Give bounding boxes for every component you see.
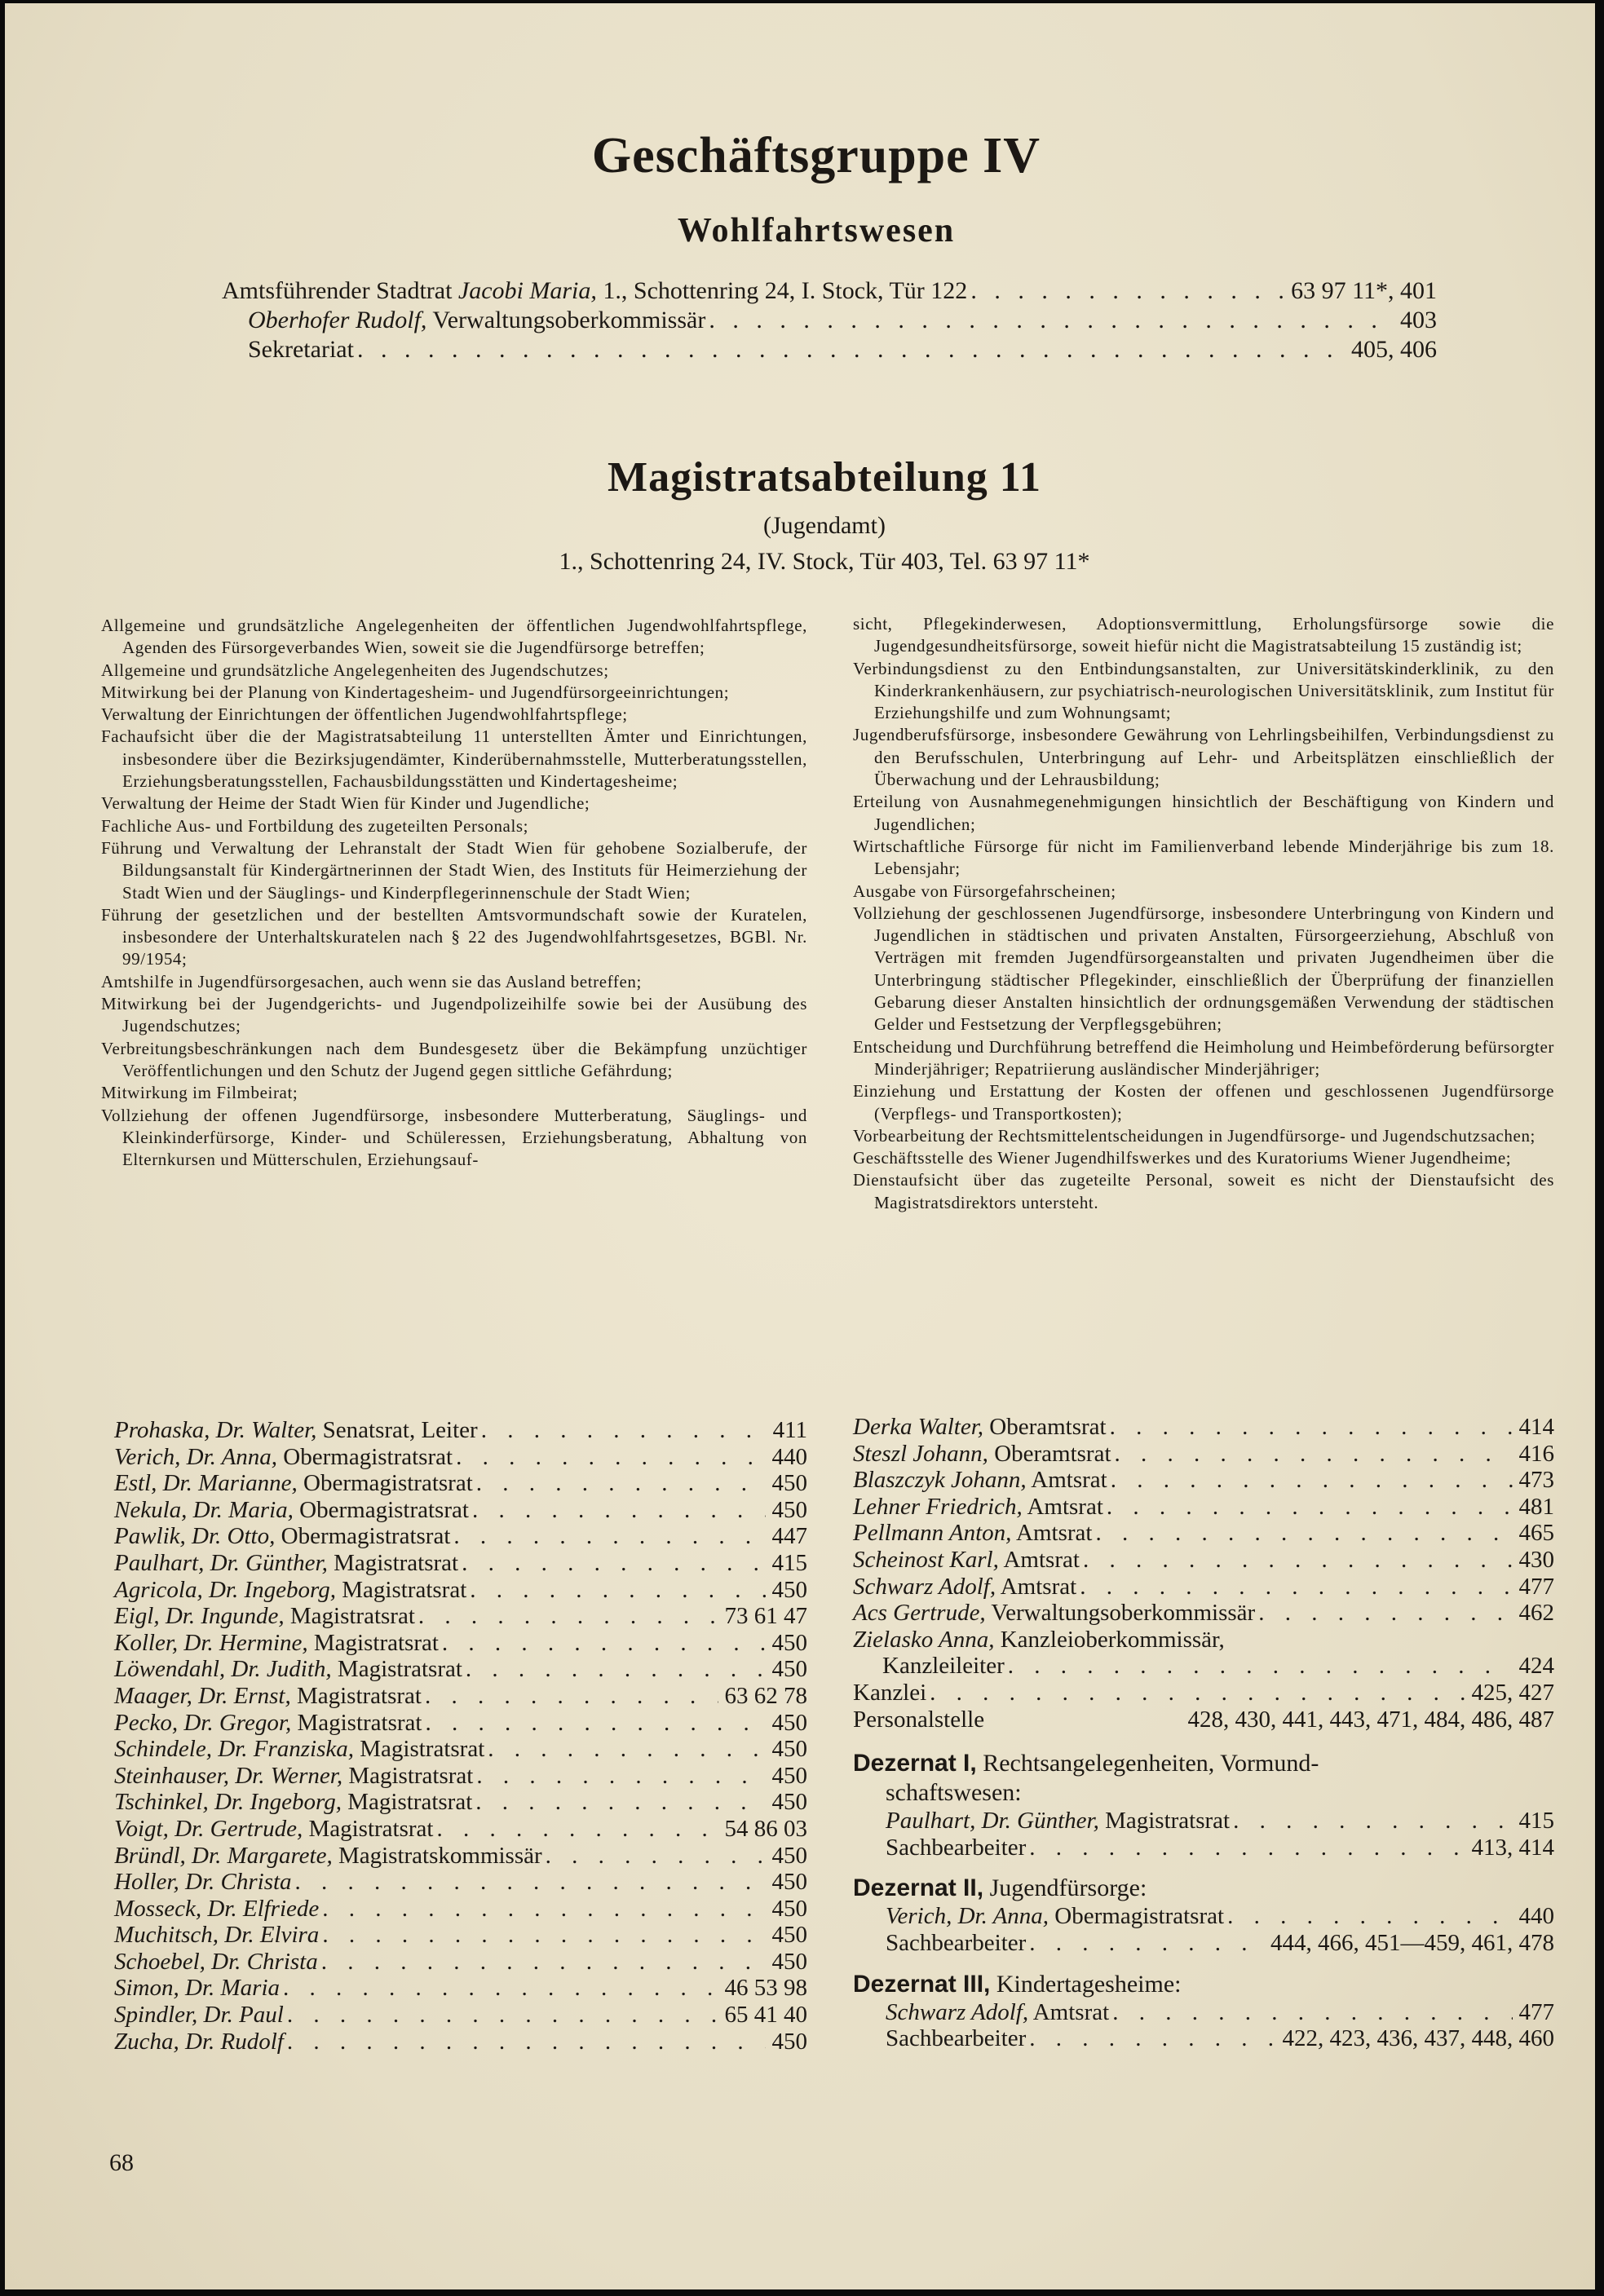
staff-title: Magistratsrat bbox=[354, 1736, 485, 1763]
document-page bbox=[5, 3, 1595, 2289]
dezernat-block bbox=[853, 1874, 1554, 1956]
dezernat-number: Dezernat III, bbox=[853, 1970, 991, 1998]
staff-row bbox=[853, 1467, 1554, 1494]
dot-leader bbox=[970, 277, 1286, 305]
staff-label bbox=[853, 1441, 1115, 1468]
staff-row bbox=[114, 1444, 807, 1471]
dot-leader bbox=[472, 1497, 766, 1524]
staff-name: Derka Walter, bbox=[853, 1414, 984, 1440]
dot-leader bbox=[475, 1789, 765, 1816]
staff-label bbox=[114, 1896, 322, 1923]
duty-item: Fachaufsicht über die der Magistratsabteilung 11 unterstellten Ämter und Einrichtungen, insbesondere über die Bezirksjugendämter, Kinderübernahmsstelle, Mutterberatungsstellen, Erziehungsberatungsstellen, Fachausbildungsstätten und Kindertagesheime; bbox=[101, 726, 807, 792]
staff-title: Magistratsrat bbox=[336, 1576, 467, 1603]
staff-right-list bbox=[853, 1414, 1554, 1627]
staff-title: Obermagistratsrat bbox=[275, 1523, 451, 1550]
staff-label bbox=[853, 1414, 1110, 1441]
staff-row bbox=[114, 1922, 807, 1949]
dot-leader bbox=[453, 1523, 765, 1550]
duty-item: Allgemeine und grundsätzliche Angelegenheiten der öffentlichen Jugendwohlfahrtspflege, Agenden des Fürsorgeverbandes Wien, soweit sie die Jugendfürsorge betreffen; bbox=[101, 616, 807, 658]
dot-leader bbox=[546, 1843, 766, 1870]
staff-title: Magistratsrat bbox=[331, 1656, 462, 1683]
staff-phone: 73 61 47 bbox=[724, 1603, 807, 1630]
staff-name: Spindler, Dr. Paul bbox=[114, 2002, 284, 2029]
staff-phone: 424 bbox=[1518, 1653, 1554, 1680]
duty-item: Mitwirkung im Filmbeirat; bbox=[101, 1083, 298, 1103]
stadtrat-phone: 63 97 11*, 401 bbox=[1291, 277, 1437, 304]
staff-left-list bbox=[114, 1417, 807, 2055]
dot-leader bbox=[418, 1603, 718, 1630]
staff-title: Amtsrat bbox=[1011, 1520, 1093, 1547]
staff-row bbox=[114, 1789, 807, 1816]
staff-label bbox=[114, 1497, 472, 1524]
stadtrat-row bbox=[222, 277, 1437, 307]
staff-row bbox=[114, 1736, 807, 1763]
duty-item: sicht, Pflegekinderwesen, Adoptionsvermittlung, Erholungsfürsorge sowie die Jugendgesundheitsfürsorge, soweit hiefür nicht die Magistratsabteilung 15 zuständig ist; bbox=[853, 614, 1554, 656]
staff-row bbox=[114, 1523, 807, 1550]
staff-phone: 450 bbox=[771, 1842, 807, 1869]
duty-item: Mitwirkung bei der Planung von Kindertagesheim- und Jugendfürsorgeeinrichtungen; bbox=[101, 682, 730, 702]
staff-phone: 450 bbox=[771, 1869, 807, 1896]
dezernat-topic: Rechtsangelegenheiten, Vormund- bbox=[976, 1750, 1319, 1777]
department-address: 1., Schottenring 24, IV. Stock, Tür 403, Tel. 63 97 11* bbox=[559, 548, 1090, 575]
dezernat-block bbox=[853, 1970, 1554, 2052]
staff-label bbox=[114, 1789, 475, 1816]
oberhofer-title: Verwaltungsoberkommissär bbox=[426, 307, 706, 333]
staff-label bbox=[114, 1843, 546, 1870]
staff-phone: 481 bbox=[1518, 1493, 1554, 1520]
oberhofer-row bbox=[248, 307, 1437, 336]
staff-phone: 462 bbox=[1518, 1600, 1554, 1627]
staff-label bbox=[853, 1574, 1080, 1601]
staff-label bbox=[114, 2002, 287, 2029]
staff-name: Pecko, Dr. Gregor, bbox=[114, 1709, 292, 1736]
staff-row bbox=[114, 1763, 807, 1790]
dot-leader bbox=[287, 2029, 766, 2055]
dot-leader bbox=[1258, 1600, 1512, 1627]
dot-leader bbox=[1080, 1574, 1512, 1601]
dot-leader bbox=[1029, 1835, 1465, 1861]
sachbearbeiter-label: Sachbearbeiter bbox=[886, 1929, 1027, 1956]
staff-row bbox=[114, 2029, 807, 2055]
staff-row bbox=[853, 1441, 1554, 1468]
staff-label bbox=[853, 1494, 1107, 1521]
stadtrat-name: Jacobi Maria, bbox=[457, 277, 597, 304]
staff-phone: 450 bbox=[771, 1629, 807, 1656]
duty-item: Ausgabe von Fürsorgefahrscheinen; bbox=[853, 881, 1116, 901]
staff-name: Verich, Dr. Anna, bbox=[114, 1443, 278, 1470]
dezernat-person-title: Magistratsrat bbox=[1098, 1808, 1231, 1835]
dezernat-heading bbox=[853, 1749, 1554, 1778]
staff-name: Prohaska, Dr. Walter, bbox=[114, 1417, 317, 1443]
staff-title: Magistratsrat bbox=[307, 1629, 439, 1656]
stadtrat-label-pre: Amtsführender Stadtrat bbox=[222, 277, 458, 304]
staff-row bbox=[114, 1843, 807, 1870]
staff-phone: 430 bbox=[1518, 1546, 1554, 1573]
staff-row bbox=[114, 1470, 807, 1497]
duty-item: Allgemeine und grundsätzliche Angelegenheiten des Jugendschutzes; bbox=[101, 660, 609, 680]
staff-label bbox=[114, 1816, 436, 1843]
dezernat-topic: Kindertagesheime: bbox=[990, 1970, 1182, 1998]
staff-title: Kanzleileiter bbox=[882, 1653, 1005, 1680]
staff-row bbox=[853, 1627, 1554, 1654]
staff-name: Lehner Friedrich, bbox=[853, 1493, 1023, 1520]
duty-item: Wirtschaftliche Fürsorge für nicht im Familienverband lebende Minderjährige bis zum 18. Lebensjahr; bbox=[853, 836, 1554, 879]
staff-name: Tschinkel, Dr. Ingeborg, bbox=[114, 1789, 342, 1816]
duty-item: Entscheidung und Durchführung betreffend die Heimholung und Heimbeförderung befürsorgter Minderjähriger; Repatriierung ausländischer Minderjähriger; bbox=[853, 1036, 1554, 1079]
staff-row bbox=[114, 2002, 807, 2029]
duty-item: Führung und Verwaltung der Lehranstalt der Stadt Wien für gehobene Sozialberufe, der Bildungsanstalt für Kindergärtnerinnen der Stadt Wien, des Instituts für Heimerziehung der Stadt Wien und der Säuglings- und Kinderpflegerinnenschule der Stadt Wien; bbox=[101, 837, 807, 903]
kanzlei-phone: 425, 427 bbox=[1471, 1679, 1554, 1706]
staff-phone: 450 bbox=[771, 1948, 807, 1975]
dot-leader bbox=[488, 1736, 765, 1763]
staff-phone: 63 62 78 bbox=[724, 1682, 807, 1709]
staff-title: Magistratsrat bbox=[291, 1709, 422, 1736]
duty-item: Jugendberufsfürsorge, insbesondere Gewährung von Lehrlingsbeihilfen, Verbindungsdienst zu den Berufsschulen, Unterbringung auf Lehr- und Arbeitsplätzen einschließlich der Überwachung und der Lehrausbildung; bbox=[853, 725, 1554, 790]
staff-title: Magistratsrat bbox=[341, 1789, 473, 1816]
dezernat-heading bbox=[853, 1874, 1554, 1903]
duty-item: Erteilung von Ausnahmegenehmigungen hinsichtlich der Beschäftigung von Kindern und Jugendlichen; bbox=[853, 792, 1554, 834]
staff-name: Maager, Dr. Ernst, bbox=[114, 1682, 291, 1709]
staff-phone: 450 bbox=[771, 1922, 807, 1949]
dot-leader bbox=[1095, 1520, 1512, 1547]
staff-label bbox=[853, 1600, 1258, 1627]
staff-title: Amtsrat bbox=[1026, 1467, 1107, 1494]
dezernat-person-title: Obermagistratsrat bbox=[1049, 1903, 1225, 1930]
duties-right-column bbox=[853, 613, 1554, 1214]
dezernat-number: Dezernat II, bbox=[853, 1874, 984, 1902]
dot-leader bbox=[1029, 1930, 1264, 1957]
dot-leader bbox=[709, 307, 1395, 334]
dezernat-person-phone: 477 bbox=[1518, 1998, 1554, 2025]
dot-leader bbox=[1029, 2025, 1275, 2052]
dot-leader bbox=[1110, 1414, 1513, 1441]
staff-row bbox=[114, 1577, 807, 1604]
staff-title: Magistratskommissär bbox=[332, 1842, 542, 1869]
staff-phone: 477 bbox=[1518, 1573, 1554, 1600]
dot-leader bbox=[466, 1656, 766, 1683]
staff-label bbox=[114, 2029, 287, 2055]
dot-leader bbox=[470, 1577, 765, 1604]
staff-name: Schwarz Adolf, bbox=[853, 1573, 996, 1600]
dezernat-number: Dezernat I, bbox=[853, 1750, 977, 1777]
sachbearbeiter-phones: 444, 466, 451—459, 461, 478 bbox=[1270, 1929, 1554, 1956]
dezernat-person-row bbox=[853, 1903, 1554, 1930]
sachbearbeiter-phones: 422, 423, 436, 437, 448, 460 bbox=[1282, 2025, 1554, 2052]
staff-phone: 450 bbox=[771, 1496, 807, 1523]
staff-phone: 450 bbox=[771, 1709, 807, 1736]
staff-phone: 450 bbox=[771, 1736, 807, 1763]
dot-leader bbox=[456, 1444, 765, 1471]
staff-label bbox=[114, 1523, 453, 1550]
duty-item: Vollziehung der offenen Jugendfürsorge, insbesondere Mutterberatung, Säuglings- und Kleinkinderfürsorge, Kinder- und Schüleressen, Erziehungsberatung, Abhaltung von Elternkursen und Mütterschulen, Erziehungsauf- bbox=[101, 1105, 807, 1170]
oberhofer-name: Oberhofer Rudolf, bbox=[248, 307, 427, 333]
staff-label bbox=[853, 1547, 1083, 1574]
group-title: Geschäftsgruppe IV bbox=[591, 128, 1041, 183]
duty-item: Verwaltung der Heime der Stadt Wien für Kinder und Jugendliche; bbox=[101, 793, 590, 814]
staff-title: Amtsrat bbox=[996, 1573, 1077, 1600]
staff-row bbox=[114, 1816, 807, 1843]
dot-leader bbox=[476, 1470, 766, 1497]
sekretariat-phone: 405, 406 bbox=[1351, 336, 1437, 363]
staff-name: Holler, Dr. Christa bbox=[114, 1869, 292, 1896]
dezernat-block bbox=[853, 1749, 1554, 1861]
duty-item: Amtshilfe in Jugendfürsorgesachen, auch wenn sie das Ausland betreffen; bbox=[101, 971, 642, 991]
dot-leader bbox=[1111, 1467, 1513, 1494]
staff-label bbox=[114, 1630, 442, 1657]
dezernat-heading bbox=[853, 1970, 1554, 1999]
staff-label bbox=[114, 1417, 481, 1444]
staff-row bbox=[853, 1520, 1554, 1547]
dezernat-person-title: Amtsrat bbox=[1028, 1998, 1110, 2025]
staff-label bbox=[114, 1736, 488, 1763]
staff-row bbox=[114, 1949, 807, 1976]
staff-name: Mosseck, Dr. Elfriede bbox=[114, 1895, 320, 1922]
staff-label bbox=[114, 1763, 476, 1790]
duties-left-column bbox=[101, 615, 807, 1171]
staff-label bbox=[114, 1444, 456, 1471]
dezernat-person bbox=[886, 1903, 1227, 1930]
staff-label bbox=[114, 1577, 470, 1604]
staff-label bbox=[114, 1949, 321, 1976]
staff-name: Zucha, Dr. Rudolf bbox=[114, 2028, 284, 2055]
staff-name: Steinhauser, Dr. Werner, bbox=[114, 1762, 343, 1789]
dot-leader bbox=[287, 2002, 718, 2029]
staff-label bbox=[114, 1975, 283, 2002]
staff-row bbox=[853, 1414, 1554, 1441]
staff-title: Oberamtsrat bbox=[983, 1414, 1107, 1440]
dot-leader bbox=[322, 1896, 765, 1923]
staff-phone: 447 bbox=[771, 1523, 807, 1550]
staff-title: Obermagistratsrat bbox=[293, 1496, 469, 1523]
staff-label bbox=[853, 1520, 1095, 1547]
staff-title: Obermagistratsrat bbox=[277, 1443, 453, 1470]
duty-item: Mitwirkung bei der Jugendgerichts- und Jugendpolizeihilfe sowie bei der Ausübung des Jugendschutzes; bbox=[101, 994, 807, 1036]
dot-leader bbox=[1112, 1999, 1512, 2026]
staff-name: Bründl, Dr. Margarete, bbox=[114, 1842, 333, 1869]
staff-phone: 65 41 40 bbox=[724, 2002, 807, 2029]
staff-row bbox=[114, 1630, 807, 1657]
staff-row bbox=[114, 1417, 807, 1444]
staff-phone: 450 bbox=[771, 1895, 807, 1922]
duty-item: Verbreitungsbeschränkungen nach dem Bundesgesetz über die Bekämpfung unzüchtiger Veröffentlichungen und den Schutz der Jugend gegen sittliche Gefährdung; bbox=[101, 1038, 807, 1080]
staff-label bbox=[114, 1922, 322, 1949]
staff-name: Pawlik, Dr. Otto, bbox=[114, 1523, 276, 1550]
staff-row bbox=[853, 1574, 1554, 1601]
staff-name: Löwendahl, Dr. Judith, bbox=[114, 1656, 332, 1683]
dezernat-person-name: Schwarz Adolf, bbox=[886, 1998, 1029, 2025]
dot-leader bbox=[295, 1869, 766, 1896]
personalstelle-phones: 428, 430, 441, 443, 471, 484, 486, 487 bbox=[1187, 1706, 1554, 1733]
staff-phone: 450 bbox=[771, 1789, 807, 1816]
staff-phone: 416 bbox=[1518, 1440, 1554, 1467]
page-number: 68 bbox=[109, 2149, 134, 2176]
dezernat-person-row bbox=[853, 1808, 1554, 1835]
staff-phone: 473 bbox=[1518, 1467, 1554, 1494]
staff-row bbox=[853, 1494, 1554, 1521]
staff-phone: 411 bbox=[772, 1417, 807, 1443]
duty-item: Dienstaufsicht über das zugeteilte Personal, soweit es nicht der Dienstaufsicht des Magistratsdirektors untersteht. bbox=[853, 1170, 1554, 1212]
dot-leader bbox=[321, 1949, 766, 1976]
sekretariat-row bbox=[248, 336, 1437, 365]
staff-phone: 450 bbox=[771, 1656, 807, 1683]
staff-label bbox=[114, 1603, 418, 1630]
dezernat-person-phone: 415 bbox=[1518, 1808, 1554, 1835]
dot-leader bbox=[283, 1975, 718, 2002]
staff-title: Amtsrat bbox=[1022, 1493, 1103, 1520]
staff-name: Eigl, Dr. Ingunde, bbox=[114, 1603, 285, 1630]
staff-phone: 415 bbox=[771, 1549, 807, 1576]
dot-leader bbox=[436, 1816, 718, 1843]
staff-title: Amtsrat bbox=[998, 1546, 1080, 1573]
staff-name: Voigt, Dr. Gertrude, bbox=[114, 1815, 303, 1842]
dot-leader bbox=[462, 1550, 765, 1577]
staff-name: Schindele, Dr. Franziska, bbox=[114, 1736, 354, 1763]
staff-name: Scheinost Karl, bbox=[853, 1546, 999, 1573]
staff-title: Magistratsrat bbox=[303, 1815, 434, 1842]
staff-name: Schoebel, Dr. Christa bbox=[114, 1948, 318, 1975]
staff-name: Muchitsch, Dr. Elvira bbox=[114, 1922, 320, 1949]
dezernate-list bbox=[853, 1749, 1554, 2052]
staff-title: Oberamtsrat bbox=[988, 1440, 1111, 1467]
staff-label bbox=[114, 1470, 476, 1497]
sachbearbeiter-label: Sachbearbeiter bbox=[886, 2025, 1027, 2052]
dot-leader bbox=[425, 1683, 718, 1710]
staff-phone: 450 bbox=[771, 1576, 807, 1603]
oberhofer-phone: 403 bbox=[1400, 307, 1437, 333]
duty-item: Vollziehung der geschlossenen Jugendfürsorge, insbesondere Unterbringung von Kindern und Jugendlichen in städtischen und privaten Anstalten, Fürsorgeerziehung, Abschluß von Verträgen mit fremden Jugendfürsorgeanstalten und privaten Jugendheimen über die Unterbringung städtischer Pflegekinder, einschließlich der Überprüfung der finanziellen Gebarung dieser Anstalten hinsichtlich der ordnungsgemäßen Verwendung der städtischen Gelder und Festsetzung der Verpflegsgebühren; bbox=[853, 903, 1554, 1035]
staff-name: Steszl Johann, bbox=[853, 1440, 988, 1467]
duty-item: Fachliche Aus- und Fortbildung des zugeteilten Personals; bbox=[101, 815, 529, 836]
dot-leader bbox=[442, 1630, 766, 1657]
sachbearbeiter-phones: 413, 414 bbox=[1471, 1834, 1554, 1861]
staff-name: Acs Gertrude, bbox=[853, 1600, 986, 1627]
kanzlei-label: Kanzlei bbox=[853, 1679, 927, 1706]
staff-row bbox=[114, 1497, 807, 1524]
duty-item: Geschäftsstelle des Wiener Jugendhilfswerkes und des Kuratoriums Wiener Jugendheime; bbox=[853, 1148, 1512, 1168]
duty-item: Vorbearbeitung der Rechtsmittelentscheidungen in Jugendfürsorge- und Jugendschutzsachen; bbox=[853, 1125, 1536, 1146]
staff-label bbox=[853, 1467, 1111, 1494]
dezernat-topic: Jugendfürsorge: bbox=[983, 1874, 1147, 1902]
staff-name: Agricola, Dr. Ingeborg, bbox=[114, 1576, 336, 1603]
staff-phone: 450 bbox=[771, 2028, 807, 2055]
staff-row bbox=[114, 1710, 807, 1737]
dot-leader bbox=[1107, 1494, 1513, 1521]
sachbearbeiter-row bbox=[853, 1930, 1554, 1957]
duty-item: Verbindungsdienst zu den Entbindungsanstalten, zur Universitätskinderklinik, zu den Kinderkrankenhäusern, zur psychiatrisch-neurologischen Universitätsklinik, zum Institut für Erziehungshilfe und zum Wohnungsamt; bbox=[853, 658, 1554, 723]
personalstelle-row bbox=[853, 1707, 1554, 1733]
dot-leader bbox=[476, 1763, 765, 1790]
staff-phone: 440 bbox=[771, 1443, 807, 1470]
staff-row bbox=[114, 1603, 807, 1630]
staff-row bbox=[114, 1550, 807, 1577]
staff-name: Estl, Dr. Marianne, bbox=[114, 1470, 298, 1497]
sekretariat-label: Sekretariat bbox=[248, 336, 354, 363]
staff-phone: 414 bbox=[1518, 1414, 1554, 1440]
dot-leader bbox=[425, 1710, 765, 1737]
dot-leader bbox=[481, 1417, 767, 1444]
staff-row bbox=[853, 1547, 1554, 1574]
staff-title: Obermagistratsrat bbox=[297, 1470, 473, 1497]
staff-phone: 450 bbox=[771, 1762, 807, 1789]
staff-label bbox=[114, 1550, 462, 1577]
dezernat-person bbox=[886, 1999, 1112, 2026]
dot-leader bbox=[930, 1680, 1465, 1707]
dot-leader bbox=[322, 1922, 765, 1949]
staff-right-block bbox=[853, 1414, 1554, 2052]
dezernat-person-name: Paulhart, Dr. Günther, bbox=[886, 1808, 1099, 1835]
staff-name: Pellmann Anton, bbox=[853, 1520, 1012, 1547]
staff-phone: 450 bbox=[771, 1470, 807, 1497]
staff-phone: 465 bbox=[1518, 1520, 1554, 1547]
dezernat-person-phone: 440 bbox=[1518, 1903, 1554, 1930]
staff-name: Koller, Dr. Hermine, bbox=[114, 1629, 308, 1656]
staff-row bbox=[114, 1656, 807, 1683]
staff-row bbox=[114, 1869, 807, 1896]
dot-leader bbox=[1115, 1441, 1513, 1468]
staff-name: Paulhart, Dr. Günther, bbox=[114, 1549, 328, 1576]
group-subtitle: Wohlfahrtswesen bbox=[677, 212, 956, 249]
staff-name: Simon, Dr. Maria bbox=[114, 1975, 281, 2002]
staff-name: Zielasko Anna, bbox=[853, 1626, 995, 1653]
duty-item: Führung der gesetzlichen und der bestellten Amtsvormundschaft sowie der Kuratelen, insbesondere der Unterhaltskuratelen nach § 22 des Jugendwohlfahrtsgesetzes, BGBl. Nr. 99/1954; bbox=[101, 904, 807, 969]
sachbearbeiter-row bbox=[853, 1835, 1554, 1861]
duty-item: Verwaltung der Einrichtungen der öffentlichen Jugendwohlfahrtspflege; bbox=[101, 704, 628, 725]
staff-row bbox=[853, 1653, 1554, 1680]
staff-title: Magistratsrat bbox=[284, 1603, 415, 1630]
sachbearbeiter-label: Sachbearbeiter bbox=[886, 1834, 1027, 1861]
staff-label bbox=[114, 1869, 295, 1896]
kanzlei-row bbox=[853, 1680, 1554, 1707]
dot-leader bbox=[1227, 1903, 1512, 1930]
staff-title: Magistratsrat bbox=[290, 1682, 422, 1709]
duty-item: Einziehung und Erstattung der Kosten der offenen und geschlossenen Jugendfürsorge (Verpflegs- und Transportkosten); bbox=[853, 1081, 1554, 1124]
personalstelle-label: Personalstelle bbox=[853, 1706, 985, 1733]
staff-phone: 46 53 98 bbox=[724, 1975, 807, 2002]
staff-title: Kanzleioberkommissär, bbox=[994, 1626, 1225, 1653]
staff-name: Nekula, Dr. Maria, bbox=[114, 1496, 294, 1523]
staff-row bbox=[114, 1896, 807, 1923]
stadtrat-address: 1., Schottenring 24, I. Stock, Tür 122 bbox=[596, 277, 968, 304]
staff-row bbox=[114, 1683, 807, 1710]
staff-phone: 54 86 03 bbox=[724, 1815, 807, 1842]
dezernat-person-name: Verich, Dr. Anna, bbox=[886, 1903, 1049, 1930]
dot-leader bbox=[1083, 1547, 1513, 1574]
dot-leader bbox=[357, 336, 1346, 364]
department-subtitle: (Jugendamt) bbox=[763, 512, 886, 539]
dot-leader bbox=[1008, 1653, 1513, 1680]
dezernat-person-row bbox=[853, 1999, 1554, 2026]
staff-title: Magistratsrat bbox=[342, 1762, 474, 1789]
department-title: Magistratsabteilung 11 bbox=[608, 454, 1041, 501]
staff-label bbox=[114, 1656, 466, 1683]
staff-name: Blaszczyk Johann, bbox=[853, 1467, 1027, 1494]
dot-leader bbox=[1233, 1808, 1512, 1835]
staff-label bbox=[114, 1710, 425, 1737]
dezernat-person bbox=[886, 1808, 1233, 1835]
staff-label bbox=[114, 1683, 425, 1710]
staff-title: Magistratsrat bbox=[327, 1549, 459, 1576]
staff-row bbox=[853, 1600, 1554, 1627]
sachbearbeiter-row bbox=[853, 2025, 1554, 2052]
staff-row bbox=[114, 1975, 807, 2002]
staff-title: Senatsrat, Leiter bbox=[316, 1417, 478, 1443]
dezernat-topic-cont: schaftswesen: bbox=[886, 1779, 1022, 1807]
staff-title: Verwaltungsoberkommissär bbox=[985, 1600, 1256, 1627]
